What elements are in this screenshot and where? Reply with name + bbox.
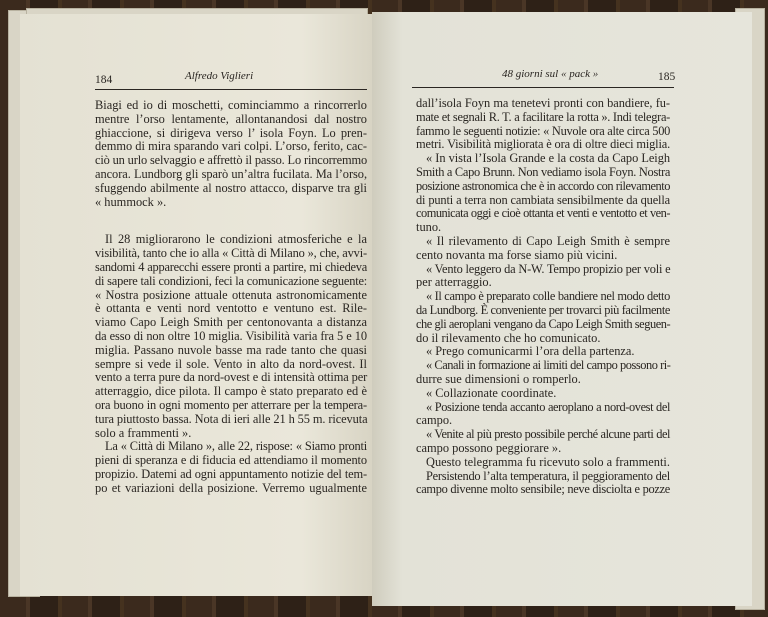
- page-number: 184: [95, 74, 113, 86]
- header-rule: [412, 87, 674, 88]
- text-line: ciò un urlo selvaggio e affrettò il passo. Lo rincorremmo: [95, 153, 367, 168]
- text-line: campo divenne molto sensibile; neve disciolta e pozze: [416, 482, 670, 497]
- text-line: Questo telegramma fu ricevuto solo a frammenti.: [426, 454, 670, 469]
- text-line: « Posizione tenda accanto aeroplano a nord-ovest del: [426, 399, 670, 414]
- text-line: mate et segnali R. T. a facilitare la rotta ». Indi telegra-: [416, 109, 670, 124]
- text-line: campo.: [416, 413, 453, 428]
- text-line: dall’isola Foyn ma tenetevi pronti con bandiere, fu-: [416, 96, 670, 110]
- text-line: che gli aeroplani vengano da Capo Leigh Smith seguen-: [416, 316, 671, 331]
- text-line: cento novanta ma forse siamo più vicini.: [416, 247, 618, 262]
- text-line: « Prego comunicarmi l’ora della partenza.: [426, 344, 635, 359]
- right-page: [372, 12, 752, 606]
- page-number: 185: [658, 71, 676, 83]
- text-line: ora buono in ogni momento per atterrare per la tempera-: [95, 398, 367, 412]
- text-line: « In vista l’Isola Grande e la costa da Capo Leigh: [426, 151, 670, 166]
- text-line: do il rilevamento che ho comunicato.: [416, 330, 601, 345]
- text-line: da esso di non oltre 10 miglia. Visibilità varia fra 5 e 10: [95, 329, 367, 343]
- running-title: Alfredo Viglieri: [185, 70, 254, 82]
- text-line: sandomi 4 apparecchi essere pronti a partire, mi chiedeva: [95, 260, 367, 274]
- text-line: « Canali in formazione ai limiti del campo possono ri-: [426, 358, 671, 373]
- text-line: da Lundborg. È conveniente per trovarci più facilmente: [416, 303, 670, 317]
- text-line: di sapere tali condizioni, feci la comunicazione seguente:: [95, 273, 367, 288]
- text-line: durre sue dimensioni o romperlo.: [416, 372, 581, 386]
- text-line: per atterraggio.: [416, 275, 492, 290]
- text-line: visibilità, tanto che io alla « Città di Milano », che, avvi-: [95, 246, 367, 261]
- text-line: Il 28 migliorarono le condizioni atmosferiche e la: [105, 232, 367, 247]
- running-title: 48 giorni sul « pack »: [502, 68, 599, 80]
- text-line: posizione astronomica che è in accordo con rilevamento: [416, 178, 671, 193]
- text-line: « Nostra posizione attuale ottenuta astronomicamente: [95, 287, 367, 302]
- text-line: miglia. Passano nuvole basse ma rade tanto che quasi: [95, 342, 367, 357]
- text-line: sfuggendo abilmente al nostro attacco, disparve tra gli: [95, 180, 367, 195]
- text-line: Persistendo l’alta temperatura, il peggioramento del: [426, 468, 670, 483]
- text-line: campo possono peggiorare ».: [416, 441, 562, 455]
- text-line: « Collazionate coordinate.: [426, 385, 557, 400]
- text-line: « Il rilevamento di Capo Leigh Smith è sempre: [426, 234, 670, 248]
- left-page: [20, 14, 372, 596]
- text-line: tuno.: [416, 220, 442, 235]
- text-line: ghiaccione, si dirigeva verso l’ isola Foyn. Lo pren-: [95, 125, 367, 140]
- text-line: « hummock ».: [95, 194, 167, 209]
- text-line: demmo di mira sparando vari colpi. L’orso, ferito, cac-: [95, 139, 367, 154]
- text-line: « Vento leggero da N-W. Tempo propizio per voli e: [426, 261, 671, 276]
- text-line: comunicata oggi e cioè ottanta et venti e ventotto et ven-: [416, 206, 670, 221]
- text-line: La « Città di Milano », alle 22, rispose: « Siamo pronti: [105, 439, 367, 454]
- text-line: pieni di speranza e di fiducia ed attendiamo il momento: [95, 453, 367, 468]
- text-line: Smith a Capo Brunn. Non vediamo isola Foyn. Nostra: [416, 165, 671, 179]
- text-line: tura piuttosto bassa. Nota di ieri alle 21 h 55 m. ricevuta: [95, 411, 368, 426]
- text-line: « Venite al più presto possibile perché alcune parti del: [426, 427, 670, 442]
- text-line: fammo le seguenti notizie: « Nuvole ora alte circa 500: [416, 123, 670, 138]
- text-line: « Il campo è preparato colle bandiere nel modo detto: [426, 289, 670, 304]
- text-line: mentre l’orso lentamente, allontanandosi dal nostro: [95, 111, 367, 126]
- text-line: propizio. Datemi ad ogni appuntamento notizie del tem-: [95, 467, 367, 481]
- text-line: atterraggio, dice pilota. Il campo è stato preparato ed è: [95, 384, 367, 399]
- text-line: di punti a terra non cambiata sensibilmente da quella: [416, 192, 670, 207]
- text-line: sempre si vede il sole. Vento in alto da nord-ovest. Il: [95, 356, 367, 371]
- text-line: solo a frammenti ».: [95, 425, 192, 440]
- text-line: metri. Visibilità migliorata è ora di oltre dieci miglia.: [416, 137, 671, 152]
- text-line: ancora. Lundborg gli sparò un’altra fucilata. Ma l’orso,: [95, 167, 367, 181]
- text-line: viamo Capo Leigh Smith per centonovanta a distanza: [95, 315, 367, 330]
- text-line: po et variazioni della posizione. Verremo ugualmente: [95, 480, 367, 495]
- header-rule: [95, 89, 367, 90]
- text-line: Biagi ed io di moschetti, cominciammo a rincorrerlo: [95, 98, 367, 112]
- text-line: è ottanta e venti nord ventotto e ventuno est. Rile-: [95, 301, 367, 316]
- text-line: vento a terra pure da nord-ovest e di intensità ottima per: [95, 370, 368, 385]
